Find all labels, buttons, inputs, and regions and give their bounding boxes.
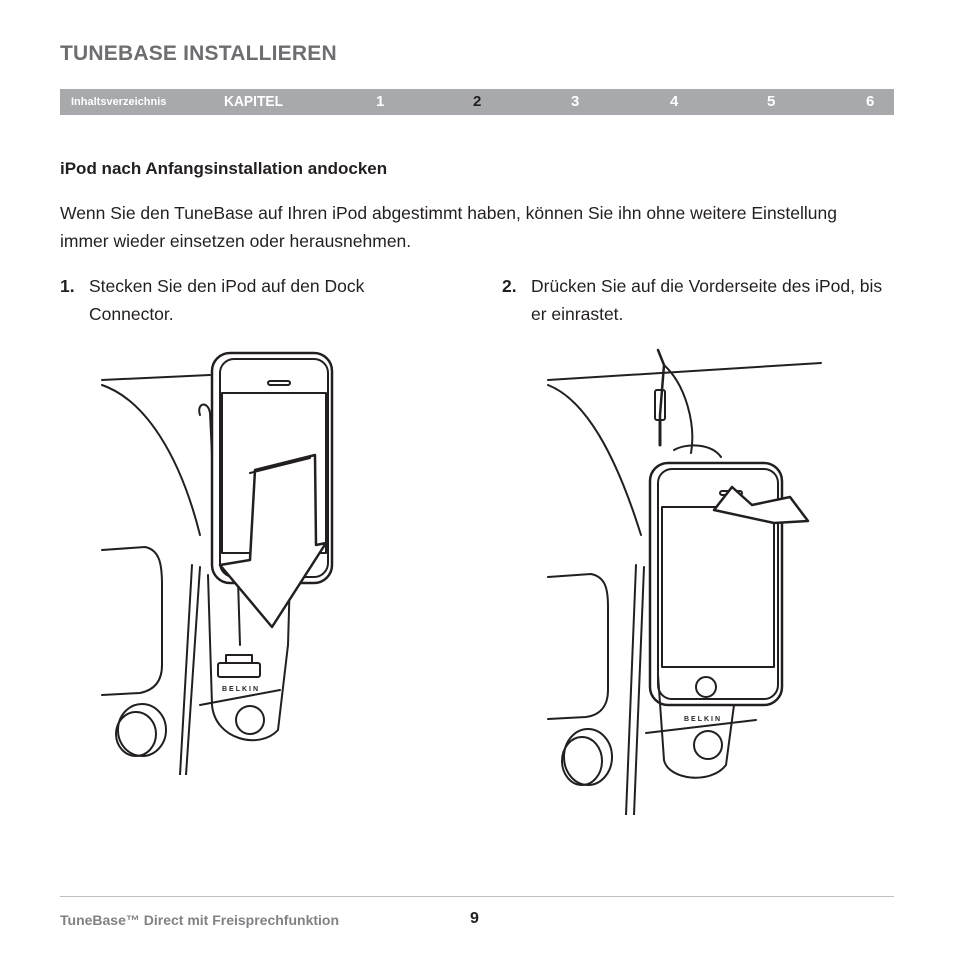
ipod-body xyxy=(650,463,782,705)
press-arrow xyxy=(714,487,808,523)
footer-divider xyxy=(60,896,894,897)
section-title: TUNEBASE INSTALLIEREN xyxy=(60,42,337,65)
clip xyxy=(199,405,212,455)
chapter-link-3[interactable]: 3 xyxy=(571,93,580,110)
illustration-press-ipod xyxy=(546,345,826,815)
cradle-knob xyxy=(694,731,722,759)
down-arrow xyxy=(220,455,326,627)
ipod-speaker xyxy=(268,381,290,385)
subheading: iPod nach Anfangsinstallation andocken xyxy=(60,159,388,178)
mount-pole xyxy=(626,565,644,815)
chapter-link-5[interactable]: 5 xyxy=(767,93,776,110)
ipod-home-button xyxy=(696,677,716,697)
brand-label: BELKIN xyxy=(684,716,723,723)
chapter-nav-bar xyxy=(60,89,894,115)
step-2-text: Drücken Sie auf die Vorderseite des iPod, bis er einrastet. xyxy=(531,276,883,324)
toc-link[interactable]: Inhaltsverzeichnis xyxy=(71,96,167,108)
knob xyxy=(118,704,166,756)
step-2 xyxy=(502,272,902,328)
footer-product-name: TuneBase™ Direct mit Freisprechfunktion xyxy=(60,912,340,928)
dock-connector xyxy=(218,663,260,677)
step-1-text: Stecken Sie den iPod auf den Dock Connector. xyxy=(89,276,365,324)
chapter-link-4[interactable]: 4 xyxy=(670,93,679,110)
dashboard-edge xyxy=(102,375,210,380)
chapter-link-1[interactable]: 1 xyxy=(376,93,385,110)
mount-pole xyxy=(180,565,200,775)
chapter-label: KAPITEL xyxy=(224,93,284,110)
air-vent xyxy=(548,574,608,719)
page-number: 9 xyxy=(470,910,479,927)
air-vent xyxy=(102,547,162,695)
chapter-link-6[interactable]: 6 xyxy=(866,93,875,110)
dashboard-curve xyxy=(548,385,641,535)
step-2-number: 2. xyxy=(502,276,517,296)
ipod-screen xyxy=(662,507,774,667)
brand-label: BELKIN xyxy=(222,686,261,693)
cradle-knob xyxy=(236,706,264,734)
dashboard-edge xyxy=(548,363,821,380)
dashboard-curve xyxy=(102,385,200,535)
step-1-number: 1. xyxy=(60,276,75,296)
step-1 xyxy=(60,272,440,328)
intro-paragraph: Wenn Sie den TuneBase auf Ihren iPod abgestimmt haben, können Sie ihn ohne weitere Einstellung immer wieder einsetzen oder herausnehmen. xyxy=(60,203,837,251)
illustration-insert-ipod xyxy=(100,345,350,775)
chapter-link-2[interactable]: 2 xyxy=(473,93,482,110)
clip xyxy=(674,445,721,457)
